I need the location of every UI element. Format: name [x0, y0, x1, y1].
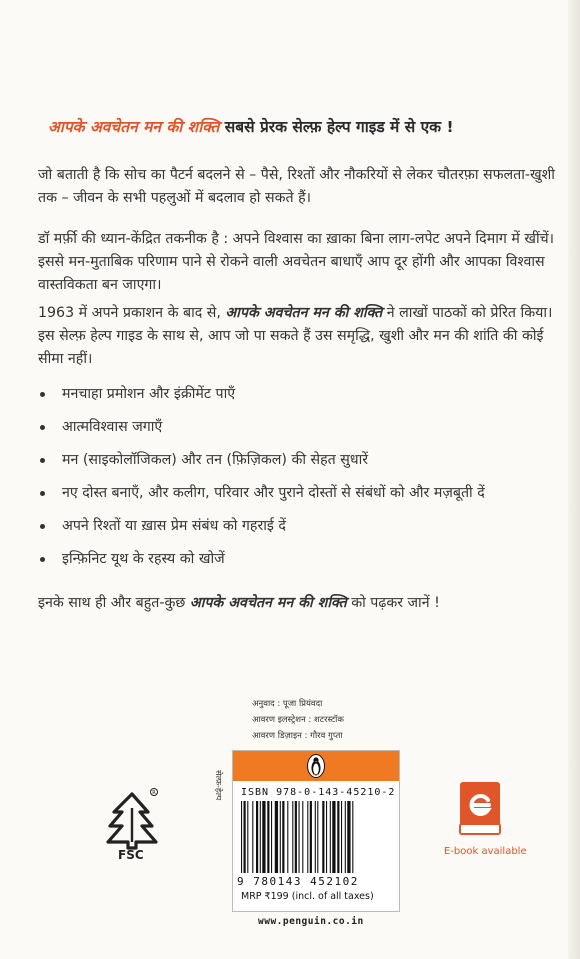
tagline-book-title: आपके अवचेतन मन की शक्ति: [48, 118, 220, 136]
fsc-label: FSC: [118, 848, 144, 862]
barcode: [241, 801, 391, 873]
closing-line: [38, 592, 566, 615]
paragraph-history: [38, 302, 566, 371]
closing-book-title: आपके अवचेतन मन की शक्ति: [189, 595, 347, 611]
credit-illustration: आवरण इलस्ट्रेशन : शटरस्टॉक: [252, 715, 344, 725]
penguin-band: [233, 751, 399, 781]
barcode-number: 9 780143 452102: [237, 875, 359, 888]
paragraph-intro: जो बताती है कि सोच का पैटर्न बदलने से – पैसे, रिश्तों और नौकरियों से लेकर चौतरफ़ा सफलता-खुशी तक – जीवन के सभी पहलुओं में बदलाव हो सकते हैं।: [38, 167, 555, 206]
svg-text:R: R: [152, 790, 156, 796]
publisher-website: www.penguin.co.in: [258, 916, 364, 927]
page-edge: [568, 0, 580, 959]
credit-design: आवरण डिज़ाइन : गौरव गुप्ता: [252, 731, 343, 741]
isbn: ISBN 978-0-143-45210-2: [241, 787, 396, 798]
paragraph-technique: डॉ मर्फ़ी की ध्यान-केंद्रित तकनीक है : अपने विश्वास का ख़ाका बिना लाग-लपेट अपने दिमाग में खींचें। इससे मन-मुताबिक परिणाम पाने से रोकने वाली अवचेतन बाधाएँ आप दूर होंगी और आपका विश्वास वास्तविकता बन जाएगा।: [38, 231, 555, 293]
history-text-start: 1963 में अपने प्रकाशन के बाद से,: [38, 305, 226, 321]
history-text-end: ने लाखों पाठकों को प्रेरित किया। इस सेल्फ़ हेल्प गाइड के साथ से, आप जो पा सकते हैं उस समृद्धि, खुशी और मन की शांति की कोई सीमा नहीं।: [38, 305, 553, 367]
price: MRP ₹199 (incl. of all taxes): [241, 891, 374, 902]
list-item: नए दोस्त बनाएँ, और कलीग, परिवार और पुराने दोस्तों से संबंधों को और मज़बूती दें: [38, 482, 566, 505]
ebook-label: E-book available: [444, 846, 527, 857]
penguin-logo-icon: [307, 754, 325, 778]
back-cover-tagline: [48, 116, 568, 138]
category-label: सेल्फ़-हेल्प: [214, 770, 223, 801]
closing-text-end: को पढ़कर जानें !: [346, 595, 440, 611]
credit-translation: अनुवाद : पूजा प्रियंवदा: [252, 699, 323, 709]
list-item: आत्मविश्वास जगाएँ: [38, 416, 566, 439]
ebook-icon: [458, 780, 502, 836]
history-book-title: आपके अवचेतन मन की शक्ति: [225, 305, 383, 321]
list-item: मन (साइकोलॉजिकल) और तन (फ़िज़िकल) की सेहत सुधारें: [38, 449, 566, 472]
barcode-card: [232, 750, 400, 912]
list-item: मनचाहा प्रमोशन और इंक्रीमेंट पाएँ: [38, 383, 566, 406]
credits: [252, 696, 402, 744]
list-item: अपने रिश्तों या ख़ास प्रेम संबंध को गहराई दें: [38, 515, 566, 538]
tagline-text: सबसे प्रेरक सेल्फ़ हेल्प गाइड में से एक !: [219, 118, 454, 136]
closing-text-start: इनके साथ ही और बहुत-कुछ: [38, 595, 190, 611]
list-item: इन्फ़िनिट यूथ के रहस्य को खोजें: [38, 548, 566, 571]
benefits-list: [38, 383, 566, 581]
